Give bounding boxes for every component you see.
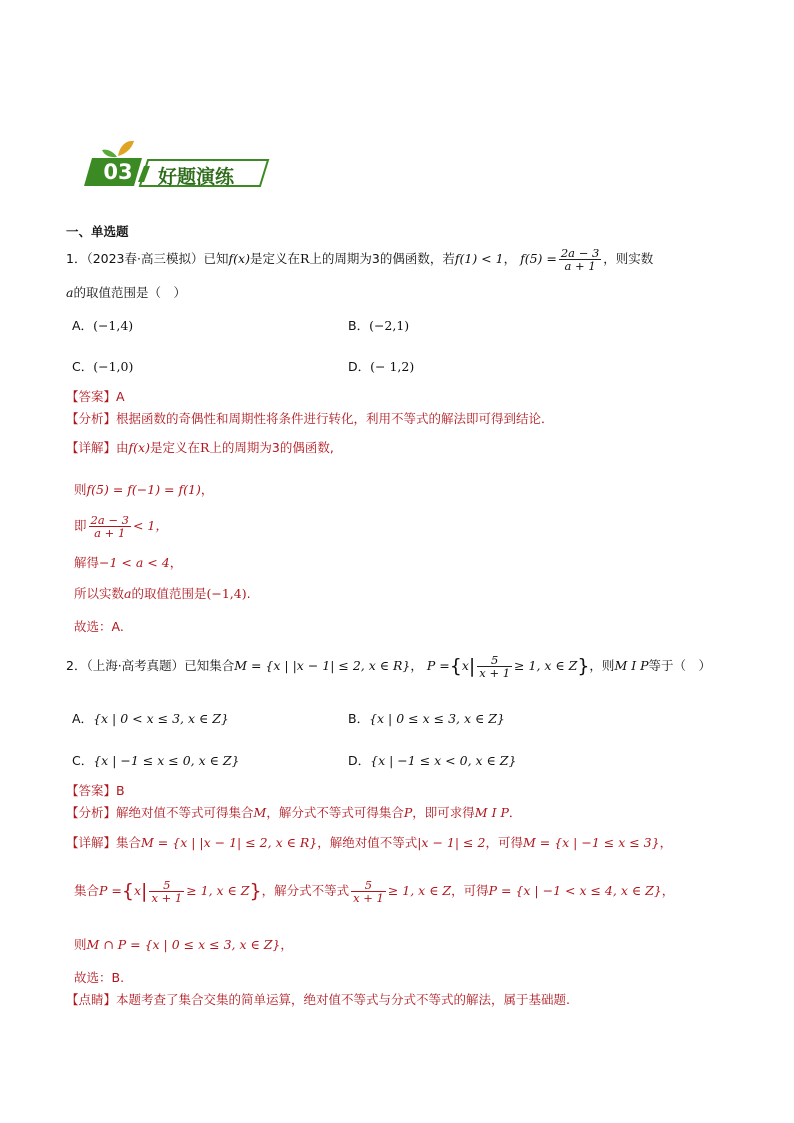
q1-text: 上的周期为3的偶函数，若 [309,251,455,266]
question-2-line-1 [66,651,711,681]
q1-fraction-numerator: 2a − 3 [560,245,600,260]
option-value: (− 1,2) [370,359,415,374]
option-label: B． [348,318,370,333]
step-text: 所以实数 [74,586,125,601]
option-value: {x | 0 < x ≤ 3, x ∈ Z} [93,711,229,726]
q1-answer [66,387,125,405]
analysis-math: M [253,805,267,820]
brace-right: } [249,880,262,902]
q2-source: （上海·高考真题） [86,658,185,673]
answer-tag: 【答案】 [66,389,117,404]
q2-fraction [477,654,512,679]
q1-fraction [559,247,601,272]
question-1-line-2 [66,283,186,301]
q2-text: ，则 [589,658,615,673]
step-math: < 1， [132,518,168,534]
detail-tag: 【详解】 [66,440,117,455]
detail-math: M = {x | −1 ≤ x ≤ 3} [522,835,660,850]
q2-math: M I P [614,658,649,673]
fraction-numerator: 2a − 3 [90,513,129,527]
question-1-line-1 [66,246,653,272]
q1-number: 1． [66,251,87,266]
q1-math: a [66,285,74,300]
q1-source: （2023春·高三模拟） [86,251,204,266]
q2-option-d[interactable] [348,751,516,769]
fraction-denominator: x + 1 [353,891,384,905]
detail-text: ，解分式不等式 [261,883,350,898]
detail-math: R [199,440,210,455]
analysis-text: ，即可求得 [412,805,475,820]
detail-math: P = [99,883,122,898]
q1-detail [66,438,334,456]
q1-option-d[interactable] [348,357,414,375]
q1-math: R [299,251,310,266]
q1-conclusion: 故选：A. [74,619,124,634]
detail-math: M = {x | |x − 1| ≤ 2, x ∈ R} [141,835,318,850]
q2-answer [66,781,125,799]
q1-math: f(x) [228,251,250,266]
q1-math: f(5) = [520,251,557,266]
step-text: 解得 [74,555,100,570]
option-label: C． [72,359,94,374]
fraction-numerator: 5 [477,654,512,667]
fraction-numerator: 5 [351,879,386,892]
step-text: 的取值范围是 [131,586,207,601]
option-value: (−1,0) [93,359,134,374]
q1-fraction-denominator: a + 1 [564,259,596,273]
step-text: ， [169,555,183,570]
step-fraction [89,514,131,539]
option-label: D． [348,753,371,768]
q1-text: 是定义在 [249,251,300,266]
detail-text: ，可得 [451,883,489,898]
bar: | [141,880,148,902]
option-label: A． [72,318,94,333]
detail-fraction [149,879,184,904]
detail-math: ≥ 1, x ∈ Z [387,883,452,898]
detail-fraction [351,879,386,904]
analysis-tag: 【分析】 [66,411,117,426]
q2-text: 已知集合 [184,658,235,673]
fraction-numerator: 5 [149,879,184,892]
analysis-math: P [403,805,413,820]
q1-text: ， [503,251,517,266]
detail-text: 是定义在 [149,440,200,455]
q2-option-c[interactable] [72,751,240,769]
step-text: ， [200,482,214,497]
q1-text: 已知 [203,251,229,266]
answer-tag: 【答案】 [66,783,117,798]
q2-conclusion: 故选：B. [74,970,125,985]
q1-step-2 [74,514,168,539]
q2-detail-2 [74,876,674,906]
option-value: {x | 0 ≤ x ≤ 3, x ∈ Z} [369,711,505,726]
fraction-denominator: a + 1 [94,526,126,541]
step-math: a [124,586,132,601]
option-label: A． [72,711,94,726]
q2-text: ， [410,658,423,673]
detail-math: ≥ 1, x ∈ Z [186,883,250,898]
section-heading: 一、单选题 [66,224,129,239]
detail-tag: 【详解】 [66,835,117,850]
detail-math: P = {x | −1 < x ≤ 4, x ∈ Z} [488,883,662,898]
step-math: (−1,4) [206,586,247,601]
option-value: (−2,1) [369,318,410,333]
q2-math: x [461,658,469,673]
option-label: D． [348,359,371,374]
step-math: f(5) = f(−1) = f(1) [86,482,201,497]
detail-text: ， [661,883,675,898]
comment-tag: 【点睛】 [66,992,117,1007]
answer-value: B [116,783,125,798]
detail-text: 则 [74,937,87,952]
q2-text: 等于（ ） [648,658,712,673]
q2-detail-3 [74,935,293,953]
q1-analysis [66,409,554,427]
leaf-icon [118,141,134,156]
section-banner [82,140,272,188]
analysis-text: 解绝对值不等式可得集合 [116,805,254,820]
analysis-text: 根据函数的奇偶性和周期性将条件进行转化，利用不等式的解法即可得到结论． [116,411,554,426]
step-text: 则 [74,482,87,497]
q2-comment [66,990,570,1008]
banner-title: 好题演练 [158,166,235,188]
brace-left: { [449,655,462,677]
detail-text: ，解绝对值不等式 [317,835,418,850]
q2-math: ≥ 1, x ∈ Z [514,658,578,673]
leaf-icon [102,150,117,158]
detail-text: 集合 [116,835,142,850]
detail-math: x [133,883,142,898]
q2-math: P = [426,658,450,673]
detail-math: |x − 1| ≤ 2 [417,835,486,850]
option-value: {x | −1 ≤ x ≤ 0, x ∈ Z} [93,753,240,768]
detail-math: M ∩ P = {x | 0 ≤ x ≤ 3, x ∈ Z} [86,937,281,952]
q1-option-b[interactable] [348,316,409,334]
answer-value: A [116,389,125,404]
q2-number: 2． [66,658,87,673]
banner-number: 03 [103,160,133,184]
step-text: . [246,586,251,601]
option-label: C． [72,753,94,768]
q1-step-3 [74,553,182,571]
q1-option-c[interactable] [72,357,133,375]
detail-text: ，可得 [485,835,523,850]
analysis-text: ． [508,805,522,820]
analysis-tag: 【分析】 [66,805,117,820]
option-label: B． [348,711,370,726]
q2-option-a[interactable] [72,709,229,727]
brace-right: } [577,655,590,677]
option-value: {x | −1 ≤ x < 0, x ∈ Z} [370,753,517,768]
q2-math: M = {x | |x − 1| ≤ 2, x ∈ R} [234,658,411,673]
q1-math: f(1) < 1 [454,251,504,266]
detail-text: ， [659,835,673,850]
q2-analysis [66,803,521,821]
brace-left: { [121,880,134,902]
step-text: 即 [74,518,87,534]
option-value: (−1,4) [93,318,134,333]
detail-text: 集合 [74,883,100,898]
q2-detail-1 [66,833,672,851]
fraction-denominator: x + 1 [479,666,511,680]
q1-step-4 [74,584,251,602]
detail-math: f(x) [128,440,150,455]
analysis-math: M I P [474,805,509,820]
fraction-denominator: x + 1 [151,891,183,905]
step-math: −1 < a < 4 [99,555,170,570]
q1-step-1 [74,480,213,498]
q1-text: 的取值范围是（ ） [73,285,186,300]
comment-text: 本题考查了集合交集的简单运算，绝对值不等式与分式不等式的解法，属于基础题. [116,992,570,1007]
detail-text: 上的周期为3的偶函数, [209,440,334,455]
q1-text: ，则实数 [603,251,654,266]
detail-text: ， [280,937,293,952]
q2-option-b[interactable] [348,709,505,727]
q1-option-a[interactable] [72,316,133,334]
detail-text: 由 [116,440,129,455]
bar: | [468,655,476,677]
analysis-text: ，解分式不等式可得集合 [266,805,404,820]
